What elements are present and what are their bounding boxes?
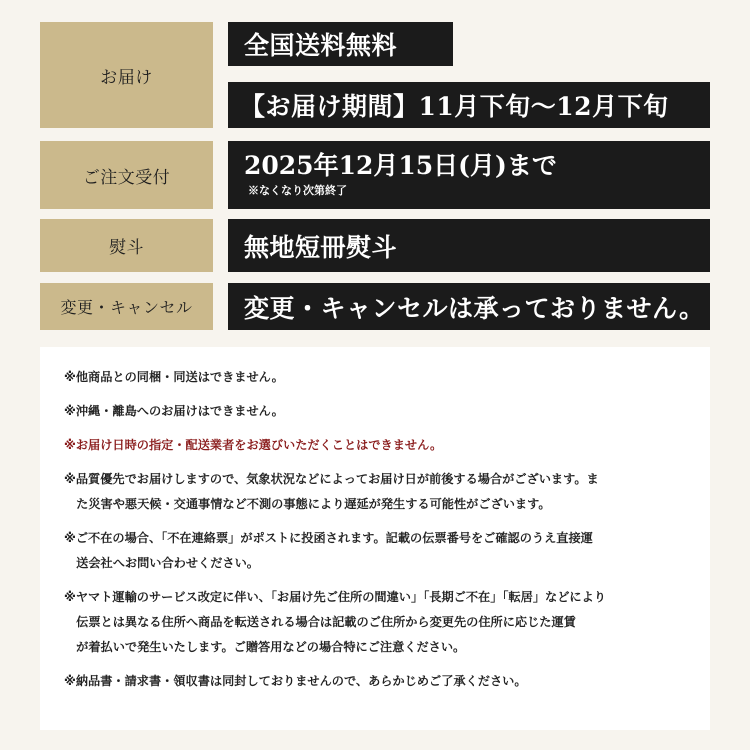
note-no-delivery-time: ※お届け日時の指定・配送業者をお選びいただくことはできません。 — [64, 438, 443, 452]
note-delivery-delay: ※品質優先でお届けしますので、気象状況などによってお届け日が前後する場合がございます。ま た災害や悪天候・交通事情など不測の事態により遅延が発生する可能性がございます。 — [64, 472, 599, 511]
note-no-bundling: ※他商品との同梱・同送はできません。 — [64, 370, 284, 384]
note-yamato-forwarding: ※ヤマト運輸のサービス改定に伴い、「お届け先ご住所の間違い」「長期ご不在」「転居」などにより 伝票とは異なる住所へ商品を転送される場合は記載のご住所から変更先の住所に応じた運賃 が着払いで発生いたします。ご贈答用などの場合特にご注意ください。 — [64, 590, 606, 654]
value-order-deadline — [228, 141, 710, 209]
label-change-cancel: 変更・キャンセル — [40, 283, 213, 330]
order-deadline-date: 2025年12月15日(月)まで — [244, 151, 557, 181]
value-free-shipping: 全国送料無料 — [228, 22, 453, 66]
value-change-cancel: 変更・キャンセルは承っておりません。 — [228, 283, 710, 330]
notes-panel — [40, 347, 710, 730]
label-order-acceptance: ご注文受付 — [40, 141, 213, 209]
label-delivery: お届け — [40, 22, 213, 128]
value-delivery-period: 【お届け期間】11月下旬～12月下旬 — [228, 82, 710, 128]
note-no-invoice: ※納品書・請求書・領収書は同封しておりませんので、あらかじめご了承ください。 — [64, 674, 527, 688]
label-noshi: 熨斗 — [40, 219, 213, 272]
order-deadline-note: ※なくなり次第終了 — [248, 183, 347, 197]
value-noshi: 無地短冊熨斗 — [228, 219, 710, 272]
note-no-remote-islands: ※沖縄・離島へのお届けはできません。 — [64, 404, 284, 418]
note-absence-slip: ※ご不在の場合、「不在連絡票」がポストに投函されます。記載の伝票番号をご確認のうえ直接運 送会社へお問い合わせください。 — [64, 531, 593, 570]
